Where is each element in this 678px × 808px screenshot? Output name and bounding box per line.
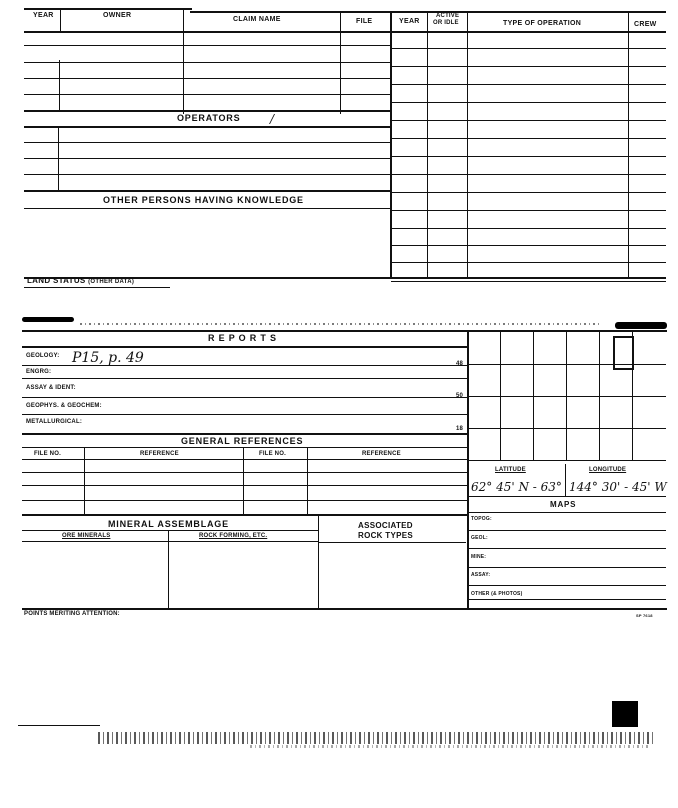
ref-header-reference-2: REFERENCE (362, 451, 401, 457)
longitude-value: 144° 30' - 45' W (569, 480, 667, 494)
maps-title: MAPS (550, 500, 577, 509)
scan-black-square (612, 701, 638, 727)
report-label-geophys: GEOPHYS. & GEOCHEM: (26, 403, 102, 409)
rule (427, 12, 428, 278)
rule (628, 12, 629, 278)
scan-smudge (22, 317, 74, 322)
rule (391, 262, 666, 263)
longitude-label: LONGITUDE (589, 467, 627, 473)
other-persons-label: OTHER PERSONS HAVING KNOWLEDGE (103, 195, 304, 205)
rule (22, 346, 468, 348)
rule (24, 126, 390, 128)
rule (22, 530, 318, 531)
rule (22, 397, 468, 398)
header-or-idle: OR IDLE (433, 20, 459, 26)
header-type-of-operation: TYPE OF OPERATION (503, 20, 582, 27)
ref-header-file-no-2: FILE NO. (259, 451, 286, 457)
rule (24, 62, 390, 63)
rule (307, 447, 308, 515)
rule (391, 84, 666, 85)
header-bottom-rule (24, 31, 666, 33)
rule (391, 245, 666, 246)
rule (467, 12, 468, 278)
rule (468, 530, 666, 531)
rule (468, 585, 666, 586)
rule (468, 512, 666, 513)
rule (168, 531, 169, 609)
rule (391, 48, 666, 49)
ore-minerals-label: ORE MINERALS (62, 533, 111, 539)
rule (468, 364, 666, 365)
rule (468, 599, 666, 600)
rule (24, 94, 390, 95)
report-label-metallurgical: METALLURGICAL: (26, 419, 83, 425)
rule (565, 464, 566, 497)
reports-title: R E P O R T S (208, 333, 277, 343)
rule (24, 208, 390, 209)
rule (468, 567, 666, 568)
rock-types-label: ROCK TYPES (358, 531, 414, 540)
rule (190, 11, 390, 13)
report-num: 18 (456, 426, 464, 432)
land-status-label (27, 276, 134, 285)
map-row-topog: TOPOG: (471, 516, 492, 522)
header-year: YEAR (33, 12, 54, 19)
rule (468, 496, 666, 497)
form-code: SP 7618 (636, 613, 653, 618)
general-references-title: GENERAL REFERENCES (181, 436, 304, 446)
rule (24, 174, 390, 175)
rule (24, 110, 390, 112)
land-status-text: LAND STATUS (27, 276, 86, 285)
rule (318, 514, 319, 609)
rule (22, 472, 468, 473)
scan-smudge (615, 322, 667, 329)
rule (24, 78, 390, 79)
map-row-other: OTHER (& PHOTOS) (471, 591, 523, 597)
rule (24, 142, 390, 143)
rule (391, 102, 666, 103)
rule (22, 365, 468, 366)
map-row-mine: MINE: (471, 554, 487, 560)
rule (243, 447, 244, 515)
header-file: FILE (356, 18, 373, 25)
rule (24, 45, 390, 46)
rule (391, 192, 666, 193)
scan-line (18, 725, 100, 726)
rule (468, 548, 666, 549)
rule (59, 60, 60, 110)
header-owner: OWNER (103, 12, 132, 19)
rule (22, 378, 468, 379)
rule (391, 120, 666, 121)
mineral-assemblage-title: MINERAL ASSEMBLAGE (108, 519, 229, 529)
rule (22, 414, 468, 415)
rock-forming-label: ROCK FORMING, ETC. (199, 533, 268, 539)
ref-header-file-no-1: FILE NO. (34, 451, 61, 457)
operators-mark: / (270, 112, 275, 126)
associated-label: ASSOCIATED (358, 521, 413, 530)
rule (391, 228, 666, 229)
header-active: ACTIVE (436, 13, 460, 19)
rule (468, 428, 666, 429)
map-row-assay: ASSAY: (471, 572, 491, 578)
latitude-label: LATITUDE (495, 467, 526, 473)
report-label-engrg: ENGRG: (26, 369, 52, 375)
rule (391, 156, 666, 157)
rule (22, 514, 468, 516)
ref-header-reference-1: REFERENCE (140, 451, 179, 457)
report-num: 50 (456, 393, 464, 399)
rule (468, 396, 666, 397)
rule (391, 66, 666, 67)
rule (22, 541, 318, 542)
rule (391, 210, 666, 211)
scan-noise (98, 732, 653, 744)
header-claim-name: CLAIM NAME (233, 16, 281, 23)
rule (22, 500, 468, 501)
geology-value: P15, p. 49 (72, 350, 144, 366)
scan-noise (80, 323, 600, 325)
map-row-geol: GEOL: (471, 535, 488, 541)
report-num: 48 (456, 361, 464, 367)
header-crew: CREW (634, 21, 657, 28)
land-status-sub: (OTHER DATA) (88, 279, 135, 285)
rule (24, 287, 170, 288)
rule (467, 332, 469, 610)
rule (22, 459, 468, 460)
rule (340, 12, 341, 114)
rule (84, 447, 85, 515)
rule (24, 8, 192, 10)
rule (22, 447, 468, 448)
report-label-assay: ASSAY & IDENT: (26, 385, 76, 391)
report-label-geology: GEOLOGY: (26, 353, 60, 359)
operators-label: OPERATORS (177, 113, 241, 123)
rule (318, 542, 466, 543)
scan-noise (250, 745, 650, 748)
latitude-value: 62° 45' N - 63° (471, 480, 562, 494)
location-marker-box (613, 336, 634, 370)
rule (468, 460, 666, 461)
rule (22, 608, 667, 610)
rule (391, 281, 666, 282)
points-meriting-attention-label: POINTS MERITING ATTENTION: (24, 611, 120, 617)
rule (22, 330, 667, 332)
rule (24, 158, 390, 159)
rule (22, 485, 468, 486)
rule (391, 174, 666, 175)
rule (390, 11, 666, 13)
rule (24, 190, 390, 192)
rule (391, 138, 666, 139)
header-year-2: YEAR (399, 18, 420, 25)
rule (22, 433, 468, 435)
rule (390, 12, 392, 278)
rule (60, 9, 61, 31)
